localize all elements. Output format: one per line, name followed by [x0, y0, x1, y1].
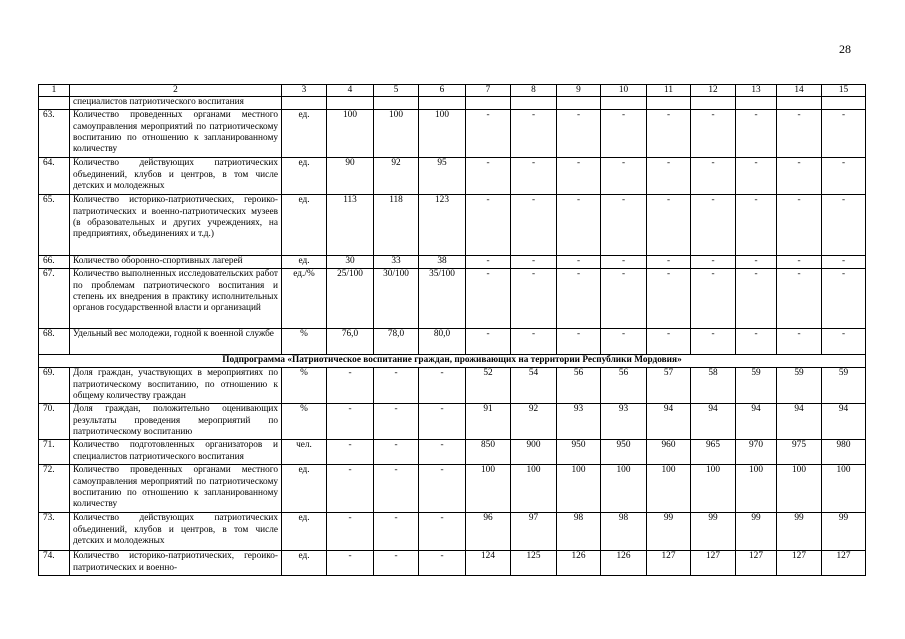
unit: ед. — [282, 465, 327, 513]
column-number: 15 — [822, 85, 866, 97]
unit: ед. — [282, 513, 327, 551]
year-value: 900 — [511, 440, 557, 465]
year-value: 970 — [736, 440, 777, 465]
table-row — [39, 513, 866, 551]
year-value: - — [327, 440, 374, 465]
table-row — [39, 97, 866, 110]
year-value: - — [374, 404, 419, 440]
table-row — [39, 368, 866, 404]
row-number: 70. — [39, 404, 70, 440]
year-value: 975 — [777, 440, 822, 465]
year-value: - — [647, 256, 691, 269]
year-value: 127 — [777, 551, 822, 576]
year-value: 59 — [822, 368, 866, 404]
unit: ед. — [282, 256, 327, 269]
year-value: 93 — [601, 404, 647, 440]
year-value: - — [327, 513, 374, 551]
year-value: - — [557, 256, 601, 269]
year-value: - — [736, 195, 777, 256]
year-value: 127 — [822, 551, 866, 576]
year-value: 94 — [736, 404, 777, 440]
column-number: 10 — [601, 85, 647, 97]
year-value: - — [777, 195, 822, 256]
year-value: - — [557, 329, 601, 355]
table-row — [39, 465, 866, 513]
row-number: 67. — [39, 269, 70, 329]
unit — [282, 97, 327, 110]
year-value: 124 — [466, 551, 511, 576]
year-value: - — [511, 269, 557, 329]
row-number: 69. — [39, 368, 70, 404]
page-number: 28 — [839, 42, 851, 56]
year-value: - — [601, 269, 647, 329]
year-value — [777, 97, 822, 110]
unit: ед. — [282, 158, 327, 195]
year-value: - — [822, 158, 866, 195]
row-number: 74. — [39, 551, 70, 576]
year-value: - — [466, 110, 511, 158]
year-value — [647, 97, 691, 110]
year-value: 59 — [777, 368, 822, 404]
row-number: 73. — [39, 513, 70, 551]
year-value: - — [736, 329, 777, 355]
year-value: - — [822, 329, 866, 355]
year-value: - — [691, 256, 736, 269]
year-value: - — [419, 404, 466, 440]
table-row — [39, 440, 866, 465]
year-value: 56 — [557, 368, 601, 404]
subprogram-title: Подпрограмма «Патриотическое воспитание граждан, проживающих на территории Республики Мордовия» — [39, 355, 866, 368]
year-value: 78,0 — [374, 329, 419, 355]
year-value: - — [327, 551, 374, 576]
year-value: - — [327, 404, 374, 440]
year-value: - — [374, 551, 419, 576]
table-row — [39, 158, 866, 195]
year-value: 98 — [601, 513, 647, 551]
indicator-name: Количество проведенных органами местного самоуправления мероприятий по патриотическому воспитанию по отношению к запланированному количеству — [70, 110, 282, 158]
table-row — [39, 269, 866, 329]
year-value: - — [374, 513, 419, 551]
year-value: - — [822, 195, 866, 256]
year-value: 38 — [419, 256, 466, 269]
year-value: 59 — [736, 368, 777, 404]
table-row — [39, 256, 866, 269]
year-value: 950 — [557, 440, 601, 465]
column-number: 1 — [39, 85, 70, 97]
year-value: 99 — [647, 513, 691, 551]
table-row — [39, 195, 866, 256]
unit: % — [282, 368, 327, 404]
year-value — [466, 97, 511, 110]
year-value: - — [419, 368, 466, 404]
year-value: 100 — [736, 465, 777, 513]
unit: ед. — [282, 110, 327, 158]
year-value: 118 — [374, 195, 419, 256]
year-value: 100 — [466, 465, 511, 513]
indicator-name: Удельный вес молодежи, годной к военной службе — [70, 329, 282, 355]
indicator-name: Доля граждан, положительно оценивающих результаты проведения мероприятий по патриотическому воспитанию — [70, 404, 282, 440]
year-value: - — [466, 195, 511, 256]
year-value: 99 — [736, 513, 777, 551]
table-body — [39, 85, 866, 576]
indicator-name: Количество оборонно-спортивных лагерей — [70, 256, 282, 269]
indicator-name: специалистов патриотического воспитания — [70, 97, 282, 110]
column-number-row — [39, 85, 866, 97]
year-value: - — [511, 329, 557, 355]
subprogram-title-row — [39, 355, 866, 368]
year-value: 125 — [511, 551, 557, 576]
year-value: - — [647, 158, 691, 195]
year-value: - — [691, 195, 736, 256]
year-value: 126 — [601, 551, 647, 576]
year-value: 965 — [691, 440, 736, 465]
year-value: - — [777, 269, 822, 329]
year-value: - — [557, 269, 601, 329]
unit: % — [282, 404, 327, 440]
row-number: 66. — [39, 256, 70, 269]
row-number — [39, 97, 70, 110]
column-number: 2 — [70, 85, 282, 97]
indicator-name: Доля граждан, участвующих в мероприятиях по патриотическому воспитанию, по отношению к общему количеству граждан — [70, 368, 282, 404]
year-value: 30/100 — [374, 269, 419, 329]
year-value: - — [647, 329, 691, 355]
row-number: 68. — [39, 329, 70, 355]
column-number: 11 — [647, 85, 691, 97]
year-value: 91 — [466, 404, 511, 440]
year-value: - — [601, 256, 647, 269]
year-value: 100 — [601, 465, 647, 513]
column-number: 9 — [557, 85, 601, 97]
year-value — [691, 97, 736, 110]
year-value: 100 — [822, 465, 866, 513]
year-value: - — [647, 269, 691, 329]
year-value: - — [822, 269, 866, 329]
year-value: 100 — [511, 465, 557, 513]
row-number: 63. — [39, 110, 70, 158]
year-value: - — [511, 195, 557, 256]
column-number: 3 — [282, 85, 327, 97]
year-value: - — [736, 158, 777, 195]
year-value: - — [736, 269, 777, 329]
year-value: 980 — [822, 440, 866, 465]
column-number: 12 — [691, 85, 736, 97]
year-value: - — [601, 195, 647, 256]
year-value: 100 — [557, 465, 601, 513]
year-value: 127 — [691, 551, 736, 576]
year-value: - — [736, 110, 777, 158]
year-value — [601, 97, 647, 110]
year-value: - — [601, 110, 647, 158]
indicator-name: Количество историко-патриотических, героико-патриотических и военно- — [70, 551, 282, 576]
year-value: - — [647, 110, 691, 158]
column-number: 13 — [736, 85, 777, 97]
indicators-table — [38, 84, 866, 576]
year-value: - — [777, 110, 822, 158]
year-value — [374, 97, 419, 110]
year-value — [822, 97, 866, 110]
year-value: - — [466, 269, 511, 329]
year-value: 94 — [777, 404, 822, 440]
year-value: - — [777, 329, 822, 355]
unit: ед./% — [282, 269, 327, 329]
year-value: - — [601, 158, 647, 195]
table-row — [39, 329, 866, 355]
year-value: 960 — [647, 440, 691, 465]
year-value: - — [466, 329, 511, 355]
year-value — [419, 97, 466, 110]
indicator-name: Количество проведенных органами местного самоуправления мероприятий по патриотическому воспитанию по отношению к запланированному количеству — [70, 465, 282, 513]
year-value: 76,0 — [327, 329, 374, 355]
year-value: 25/100 — [327, 269, 374, 329]
year-value: 98 — [557, 513, 601, 551]
year-value: - — [777, 158, 822, 195]
indicator-name: Количество действующих патриотических объединений, клубов и центров, в том числе детских и молодежных — [70, 513, 282, 551]
year-value: 33 — [374, 256, 419, 269]
year-value: - — [557, 158, 601, 195]
year-value: 90 — [327, 158, 374, 195]
year-value: - — [557, 110, 601, 158]
unit: ед. — [282, 551, 327, 576]
indicator-name: Количество действующих патриотических объединений, клубов и центров, в том числе детских и молодежных — [70, 158, 282, 195]
year-value: 127 — [647, 551, 691, 576]
unit: чел. — [282, 440, 327, 465]
year-value — [511, 97, 557, 110]
indicator-name: Количество подготовленных организаторов и специалистов патриотического воспитания — [70, 440, 282, 465]
indicator-name: Количество историко-патриотических, героико-патриотических и военно-патриотических музеев (в образовательных и других учреждениях, на предприятиях, объединениях и т.д.) — [70, 195, 282, 256]
column-number: 8 — [511, 85, 557, 97]
year-value: 94 — [822, 404, 866, 440]
year-value: 94 — [647, 404, 691, 440]
year-value: - — [419, 513, 466, 551]
year-value: 58 — [691, 368, 736, 404]
year-value — [327, 97, 374, 110]
year-value: 56 — [601, 368, 647, 404]
year-value: - — [601, 329, 647, 355]
unit: % — [282, 329, 327, 355]
year-value: 97 — [511, 513, 557, 551]
year-value: - — [822, 256, 866, 269]
table-row — [39, 110, 866, 158]
year-value: 52 — [466, 368, 511, 404]
year-value: 93 — [557, 404, 601, 440]
year-value: - — [777, 256, 822, 269]
year-value: - — [466, 256, 511, 269]
column-number: 4 — [327, 85, 374, 97]
year-value: - — [327, 465, 374, 513]
indicator-name: Количество выполненных исследовательских работ по проблемам патриотического воспитания и степень их внедрения в практику исполнительных органов государственной власти и организаций — [70, 269, 282, 329]
year-value: 100 — [647, 465, 691, 513]
year-value: - — [419, 440, 466, 465]
row-number: 71. — [39, 440, 70, 465]
year-value: - — [691, 269, 736, 329]
row-number: 65. — [39, 195, 70, 256]
year-value: 92 — [511, 404, 557, 440]
year-value: - — [327, 368, 374, 404]
year-value: - — [374, 465, 419, 513]
year-value: - — [691, 158, 736, 195]
year-value: - — [736, 256, 777, 269]
year-value: - — [557, 195, 601, 256]
column-number: 14 — [777, 85, 822, 97]
year-value: 95 — [419, 158, 466, 195]
year-value: 96 — [466, 513, 511, 551]
year-value: 94 — [691, 404, 736, 440]
column-number: 6 — [419, 85, 466, 97]
year-value: 99 — [777, 513, 822, 551]
year-value: 92 — [374, 158, 419, 195]
year-value: 100 — [374, 110, 419, 158]
year-value: 100 — [419, 110, 466, 158]
column-number: 5 — [374, 85, 419, 97]
year-value: 100 — [691, 465, 736, 513]
row-number: 72. — [39, 465, 70, 513]
row-number: 64. — [39, 158, 70, 195]
table-row — [39, 551, 866, 576]
year-value: - — [419, 465, 466, 513]
year-value: 123 — [419, 195, 466, 256]
year-value: 99 — [822, 513, 866, 551]
year-value: 30 — [327, 256, 374, 269]
column-number: 7 — [466, 85, 511, 97]
unit: ед. — [282, 195, 327, 256]
year-value: - — [511, 256, 557, 269]
table-row — [39, 404, 866, 440]
year-value: - — [691, 329, 736, 355]
year-value: 850 — [466, 440, 511, 465]
year-value: 950 — [601, 440, 647, 465]
year-value: - — [374, 368, 419, 404]
year-value — [557, 97, 601, 110]
year-value: 100 — [327, 110, 374, 158]
year-value: 35/100 — [419, 269, 466, 329]
year-value: - — [466, 158, 511, 195]
year-value: 126 — [557, 551, 601, 576]
year-value: - — [691, 110, 736, 158]
year-value — [736, 97, 777, 110]
year-value: - — [511, 158, 557, 195]
year-value: 113 — [327, 195, 374, 256]
year-value: 100 — [777, 465, 822, 513]
year-value: 57 — [647, 368, 691, 404]
year-value: - — [374, 440, 419, 465]
year-value: 127 — [736, 551, 777, 576]
year-value: 80,0 — [419, 329, 466, 355]
year-value: - — [822, 110, 866, 158]
year-value: - — [419, 551, 466, 576]
year-value: 99 — [691, 513, 736, 551]
year-value: 54 — [511, 368, 557, 404]
year-value: - — [647, 195, 691, 256]
year-value: - — [511, 110, 557, 158]
